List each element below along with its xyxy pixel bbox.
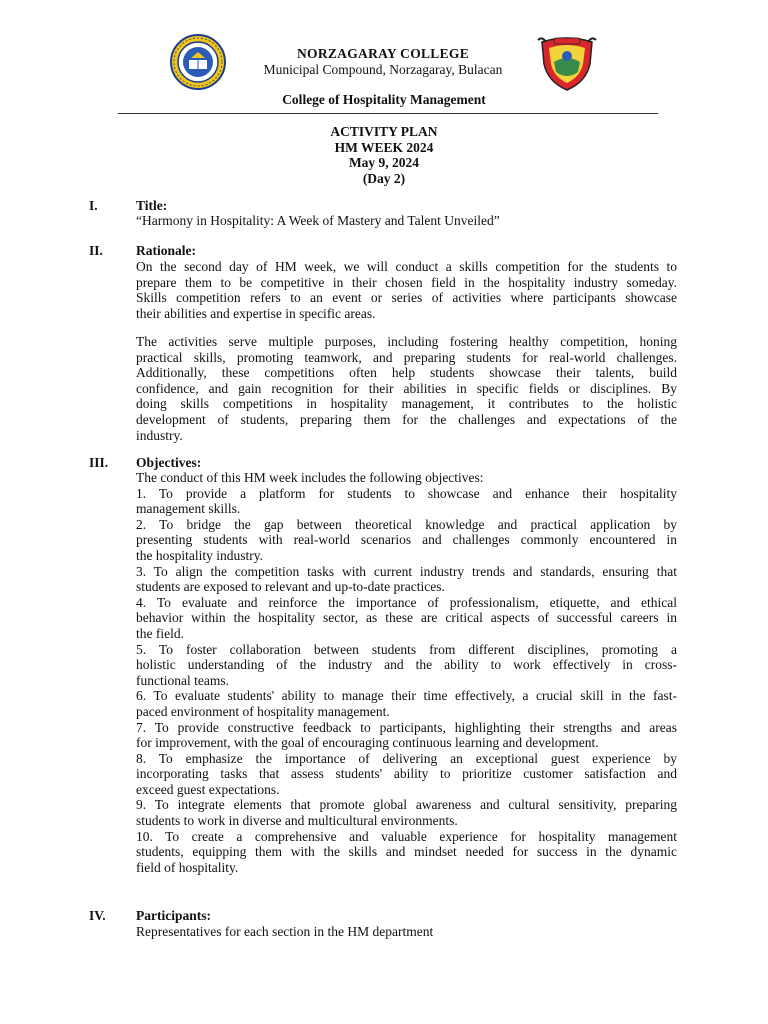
objective-line: 10. To create a comprehensive and valuable experience for hospitality management [136,828,677,844]
objective-line: students are exposed to relevant and up-to-date practices. [136,579,445,595]
participants-text: Representatives for each section in the HM department [136,924,434,939]
objective-line: the hospitality industry. [136,547,263,563]
section-number: II. [89,243,103,258]
objective-line: functional teams. [136,672,229,688]
text-line: confidence, and gain recognition for their abilities in specific fields or disciplines. By [136,380,677,396]
college-address: Municipal Compound, Norzagaray, Bulacan [263,62,503,77]
text-line: Additionally, these competitions often help students showcase their talents, build [136,365,677,381]
section-heading-objectives: Objectives: [136,455,202,470]
section-number: IV. [89,908,106,923]
objective-line: field of hospitality. [136,859,239,875]
objective-line: holistic understanding of the industry and the ability to work effectively in cross- [136,657,677,673]
text-line: practical skills, promoting teamwork, and preparing students for real-world challenges. [136,349,677,365]
section-heading-rationale: Rationale: [136,243,196,258]
text-line: prepare them to be competitive in their chosen field in the hospitality industry someday. [136,274,677,290]
title-line-4: (Day 2) [362,170,406,186]
objective-line: exceed guest expectations. [136,781,280,797]
objectives-list [136,470,677,875]
objective-line: 7. To provide constructive feedback to participants, highlighting their strengths and areas [136,719,677,735]
objective-line: 6. To evaluate students' ability to manage their time effectively, a crucial skill in the fast- [136,688,677,704]
section-heading-title: Title: [136,198,168,213]
title-line-1: ACTIVITY PLAN [330,124,438,139]
objective-line: management skills. [136,501,241,517]
text-line: their abilities and expertise in specific areas. [136,305,376,321]
text-line: doing skills competitions in hospitality management, it contributes to the holistic [136,396,677,412]
college-seal-logo [170,34,226,90]
objective-line: students to work in diverse and multicultural environments. [136,813,458,829]
objective-line: 9. To integrate elements that promote global awareness and cultural sensitivity, preparing [136,797,677,813]
department-name: College of Hospitality Management [282,92,486,107]
objective-line: 2. To bridge the gap between theoretical knowledge and practical application by [136,516,677,532]
text-line: The activities serve multiple purposes, including fostering healthy competition, honing [136,334,677,349]
objective-line: for improvement, with the goal of encouraging continuous learning and development. [136,735,599,751]
objective-line: 8. To emphasize the importance of delivering an exceptional guest experience by [136,750,677,766]
municipal-seal-logo [536,34,598,92]
text-line: On the second day of HM week, we will conduct a skills competition for the students to [136,259,677,274]
objective-line: 4. To evaluate and reinforce the importance of professionalism, etiquette, and ethical [136,594,677,610]
objective-line: 5. To foster collaboration between students from different disciplines, promoting a [136,641,677,657]
objective-line: incorporating tasks that assess students' ability to prioritize customer satisfaction and [136,766,677,782]
text-line: Skills competition refers to an event or series of activities where participants showcase [136,290,677,306]
title-line-2: HM WEEK 2024 [334,139,434,155]
activity-title-text: “Harmony in Hospitality: A Week of Mastery and Talent Unveiled” [136,213,500,228]
objective-line: paced environment of hospitality management. [136,703,390,719]
title-line-3: May 9, 2024 [348,155,420,170]
objectives-intro: The conduct of this HM week includes the following objectives: [136,470,484,485]
objective-line: 1. To provide a platform for students to showcase and enhance their hospitality [136,485,677,501]
college-name: NORZAGARAY COLLEGE [296,46,470,61]
text-line: development of students, preparing them for the challenges and expectations of the [136,411,677,427]
objective-line: the field. [136,625,184,641]
rationale-paragraph-2 [136,334,677,443]
section-number: III. [89,455,109,470]
text-line: industry. [136,427,183,443]
objective-line: behavior within the hospitality sector, as these are critical aspects of successful careers in [136,610,677,626]
rationale-paragraph-1 [136,259,677,321]
section-heading-participants: Participants: [136,908,211,923]
header-divider [118,113,658,114]
objective-line: students, equipping them with the skills and mindset needed for success in the dynamic [136,844,677,860]
objective-line: presenting students with real-world scenarios and challenges commonly encountered in [136,532,677,548]
section-number: I. [89,198,98,213]
objective-line: 3. To align the competition tasks with current industry trends and standards, ensuring that [136,563,677,579]
document-title [150,124,618,186]
